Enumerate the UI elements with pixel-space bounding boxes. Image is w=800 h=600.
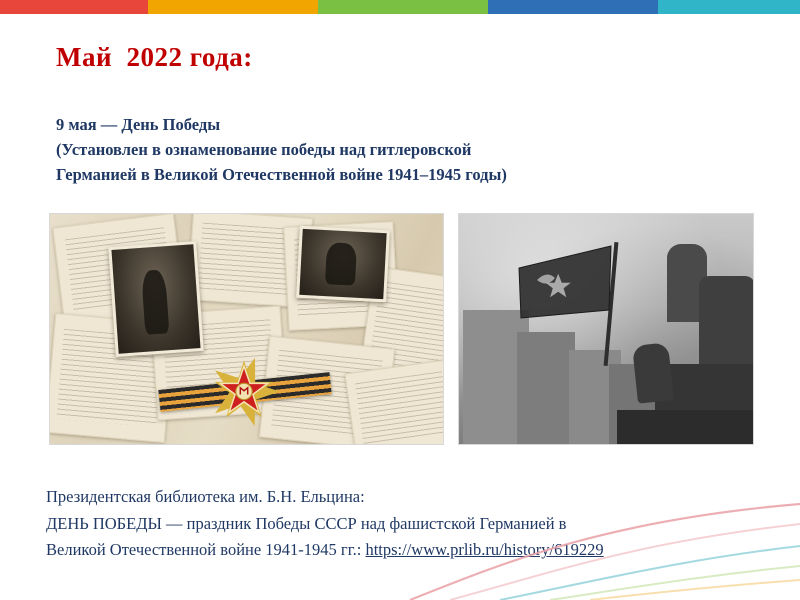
citation-line-1: Президентская библиотека им. Б.Н. Ельцина:: [46, 487, 365, 506]
old-photograph-soldier: [108, 241, 203, 357]
page-title: Май 2022 года:: [56, 42, 253, 72]
citation-line-3: [46, 537, 746, 564]
victory-banner: [459, 214, 754, 445]
top-bar-segment-cyan: [658, 0, 800, 14]
order-of-patriotic-war-medal: [169, 347, 319, 443]
letter-scrap: [345, 359, 444, 445]
top-bar-segment-blue: [488, 0, 658, 14]
subtitle-block: [56, 112, 696, 187]
top-bar-segment-green: [318, 0, 488, 14]
red-star-icon: [207, 353, 281, 427]
top-bar-segment-red: [0, 0, 148, 14]
old-photograph-portrait: [296, 226, 390, 303]
photo-wartime-letters-and-order-of-patriotic-war: [49, 213, 444, 445]
subtitle-line-3: Германией в Великой Отечественной войне 1941–1945 годы): [56, 165, 507, 185]
prlib-link[interactable]: https://www.prlib.ru/history/619229: [365, 540, 604, 560]
slide-body: [0, 14, 800, 600]
photo-victory-banner-over-reichstag: [458, 213, 754, 445]
citation-line-2: ДЕНЬ ПОБЕДЫ — праздник Победы СССР над фашистской Германией в: [46, 513, 567, 533]
image-row: [49, 213, 755, 445]
top-color-bar: [0, 0, 800, 14]
top-bar-segment-orange: [148, 0, 318, 14]
subtitle-line-1: 9 мая — День Победы: [56, 115, 221, 134]
source-citation: [46, 484, 746, 564]
citation-line-3-text: Великой Отечественной войне 1941-1945 гг.:: [46, 540, 366, 560]
subtitle-line-2: (Установлен в ознаменование победы над гитлеровской: [56, 140, 472, 160]
